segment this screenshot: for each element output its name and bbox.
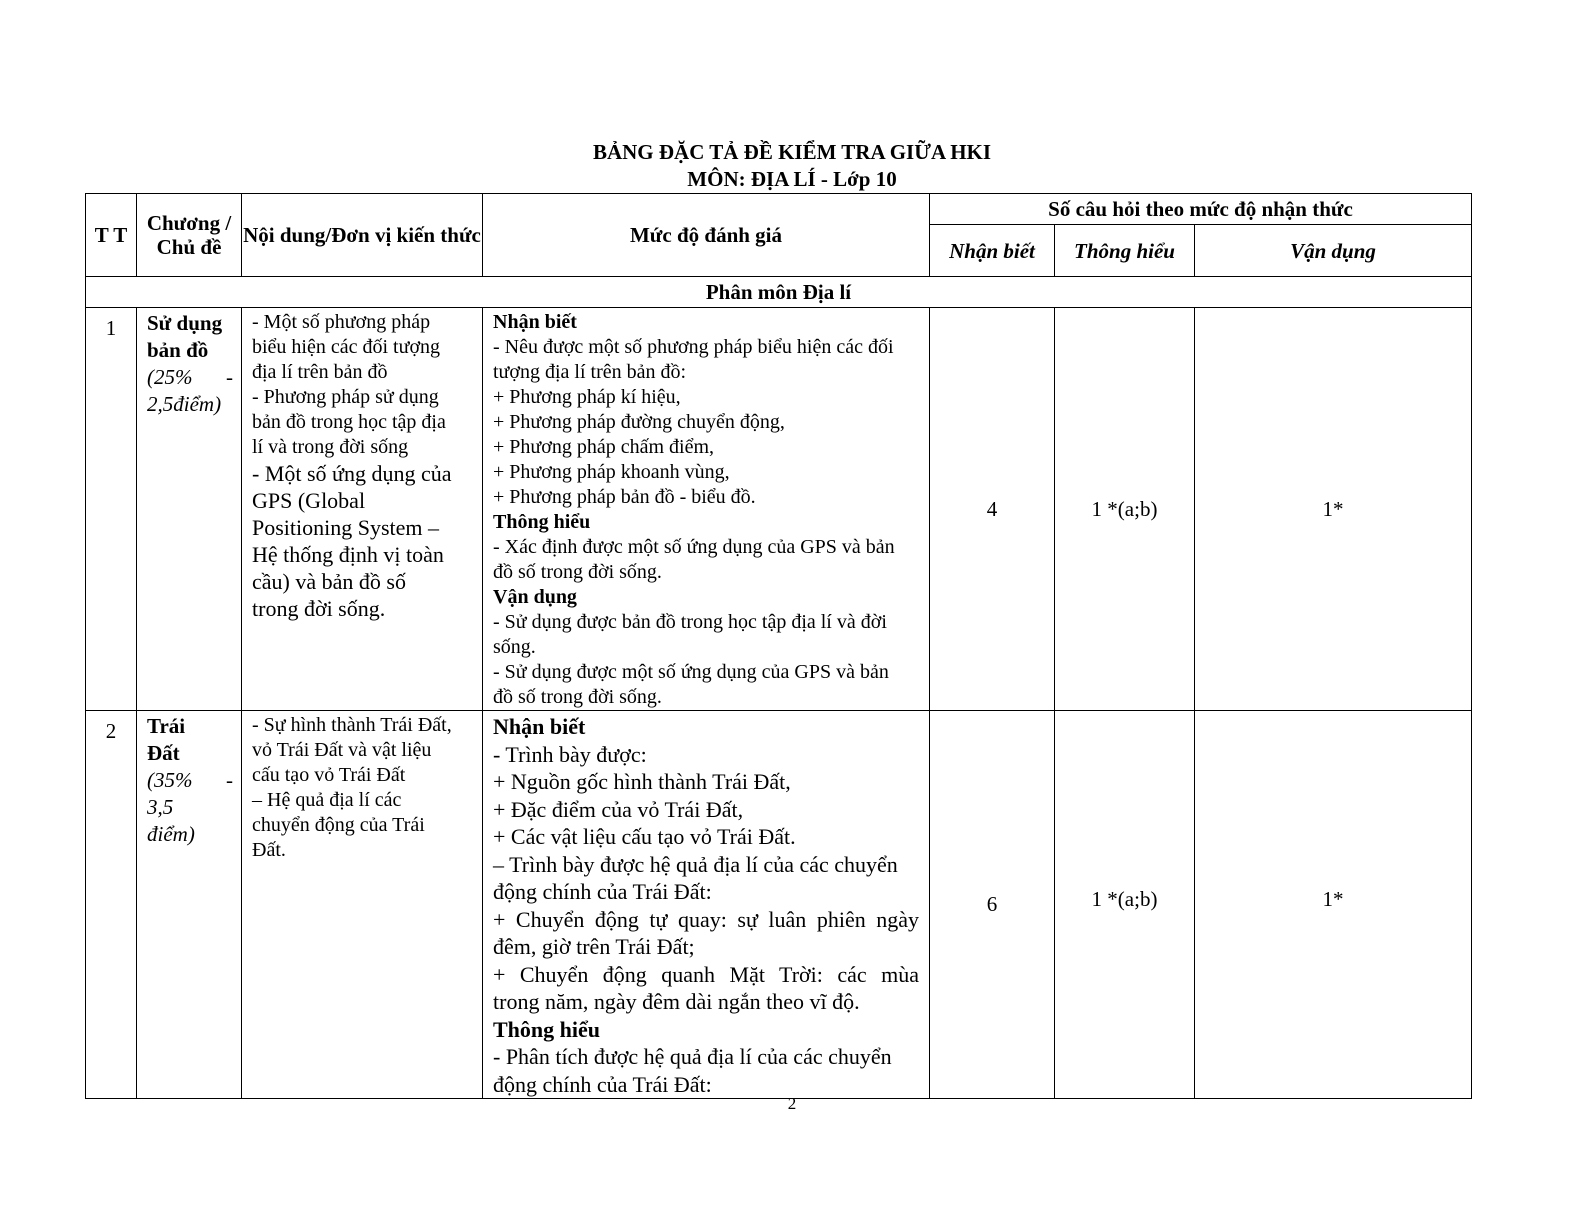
table-row bbox=[86, 711, 1472, 1099]
header-content: Nội dung/Đơn vị kiến thức bbox=[242, 194, 483, 277]
row-nhan-biet: 4 bbox=[930, 308, 1055, 711]
header-questions: Số câu hỏi theo mức độ nhận thức bbox=[930, 194, 1472, 225]
spec-table bbox=[85, 193, 1472, 1099]
document-subtitle: MÔN: ĐỊA LÍ - Lớp 10 bbox=[687, 167, 897, 191]
header-tt: T T bbox=[86, 194, 137, 277]
page-number: 2 bbox=[787, 1094, 797, 1113]
row-eval: Nhận biết - Trình bày được: + Nguồn gốc hình thành Trái Đất, + Đặc điểm của vỏ Trái Đất, + Các vật liệu cấu tạo vỏ Trái Đất. – Trình bày được hệ quả địa lí của các chuyển động chính của Trái Đất: + Chuyển động tự quay: sự luân phiên ngày đêm, giờ trên Trái Đất; + Chuyển động quanh Mặt Trời: các mùa trong năm, ngày đêm dài ngắn theo vĩ độ. Thông hiểu - Phân tích được hệ quả địa lí của các chuyển động chính của Trái Đất: bbox=[483, 711, 930, 1099]
header-eval: Mức độ đánh giá bbox=[483, 194, 930, 277]
header-van-dung: Vận dụng bbox=[1195, 225, 1472, 277]
row-content: - Một số phương pháp biểu hiện các đối tượng địa lí trên bản đồ - Phương pháp sử dụng bản đồ trong học tập địa lí và trong đời sống - Một số ứng dụng của GPS (Global Positioning System – Hệ thống định vị toàn cầu) và bản đồ số trong đời sống. bbox=[242, 308, 483, 711]
document-title: BẢNG ĐẶC TẢ ĐỀ KIỂM TRA GIỮA HKI bbox=[592, 140, 992, 164]
row-van-dung: 1* bbox=[1195, 308, 1472, 711]
header-chapter: Chương / Chủ đề bbox=[137, 194, 242, 277]
row-content: - Sự hình thành Trái Đất, vỏ Trái Đất và vật liệu cấu tạo vỏ Trái Đất – Hệ quả địa lí các chuyển động của Trái Đất. bbox=[242, 711, 483, 1099]
row-thong-hieu: 1 *(a;b) bbox=[1055, 308, 1195, 711]
row-nhan-biet: 6 bbox=[930, 711, 1055, 1099]
row-chapter: Sử dụng bản đồ (25% - 2,5điểm) bbox=[137, 308, 242, 711]
row-chapter: Trái Đất (35% - 3,5 điểm) bbox=[137, 711, 242, 1099]
row-tt: 1 bbox=[86, 308, 137, 711]
row-eval: Nhận biết - Nêu được một số phương pháp biểu hiện các đối tượng địa lí trên bản đồ: + Phương pháp kí hiệu, + Phương pháp đường chuyển động, + Phương pháp chấm điểm, + Phương pháp khoanh vùng, + Phương pháp bản đồ - biểu đồ. Thông hiểu - Xác định được một số ứng dụng của GPS và bản đồ số trong đời sống. Vận dụng - Sử dụng được bản đồ trong học tập địa lí và đời sống. - Sử dụng được một số ứng dụng của GPS và bản đồ số trong đời sống. bbox=[483, 308, 930, 711]
header-thong-hieu: Thông hiểu bbox=[1055, 225, 1195, 277]
section-title: Phân môn Địa lí bbox=[86, 277, 1472, 308]
row-tt: 2 bbox=[86, 711, 137, 1099]
row-thong-hieu: 1 *(a;b) bbox=[1055, 711, 1195, 1099]
table-row bbox=[86, 308, 1472, 711]
row-van-dung: 1* bbox=[1195, 711, 1472, 1099]
header-nhan-biet: Nhận biết bbox=[930, 225, 1055, 277]
